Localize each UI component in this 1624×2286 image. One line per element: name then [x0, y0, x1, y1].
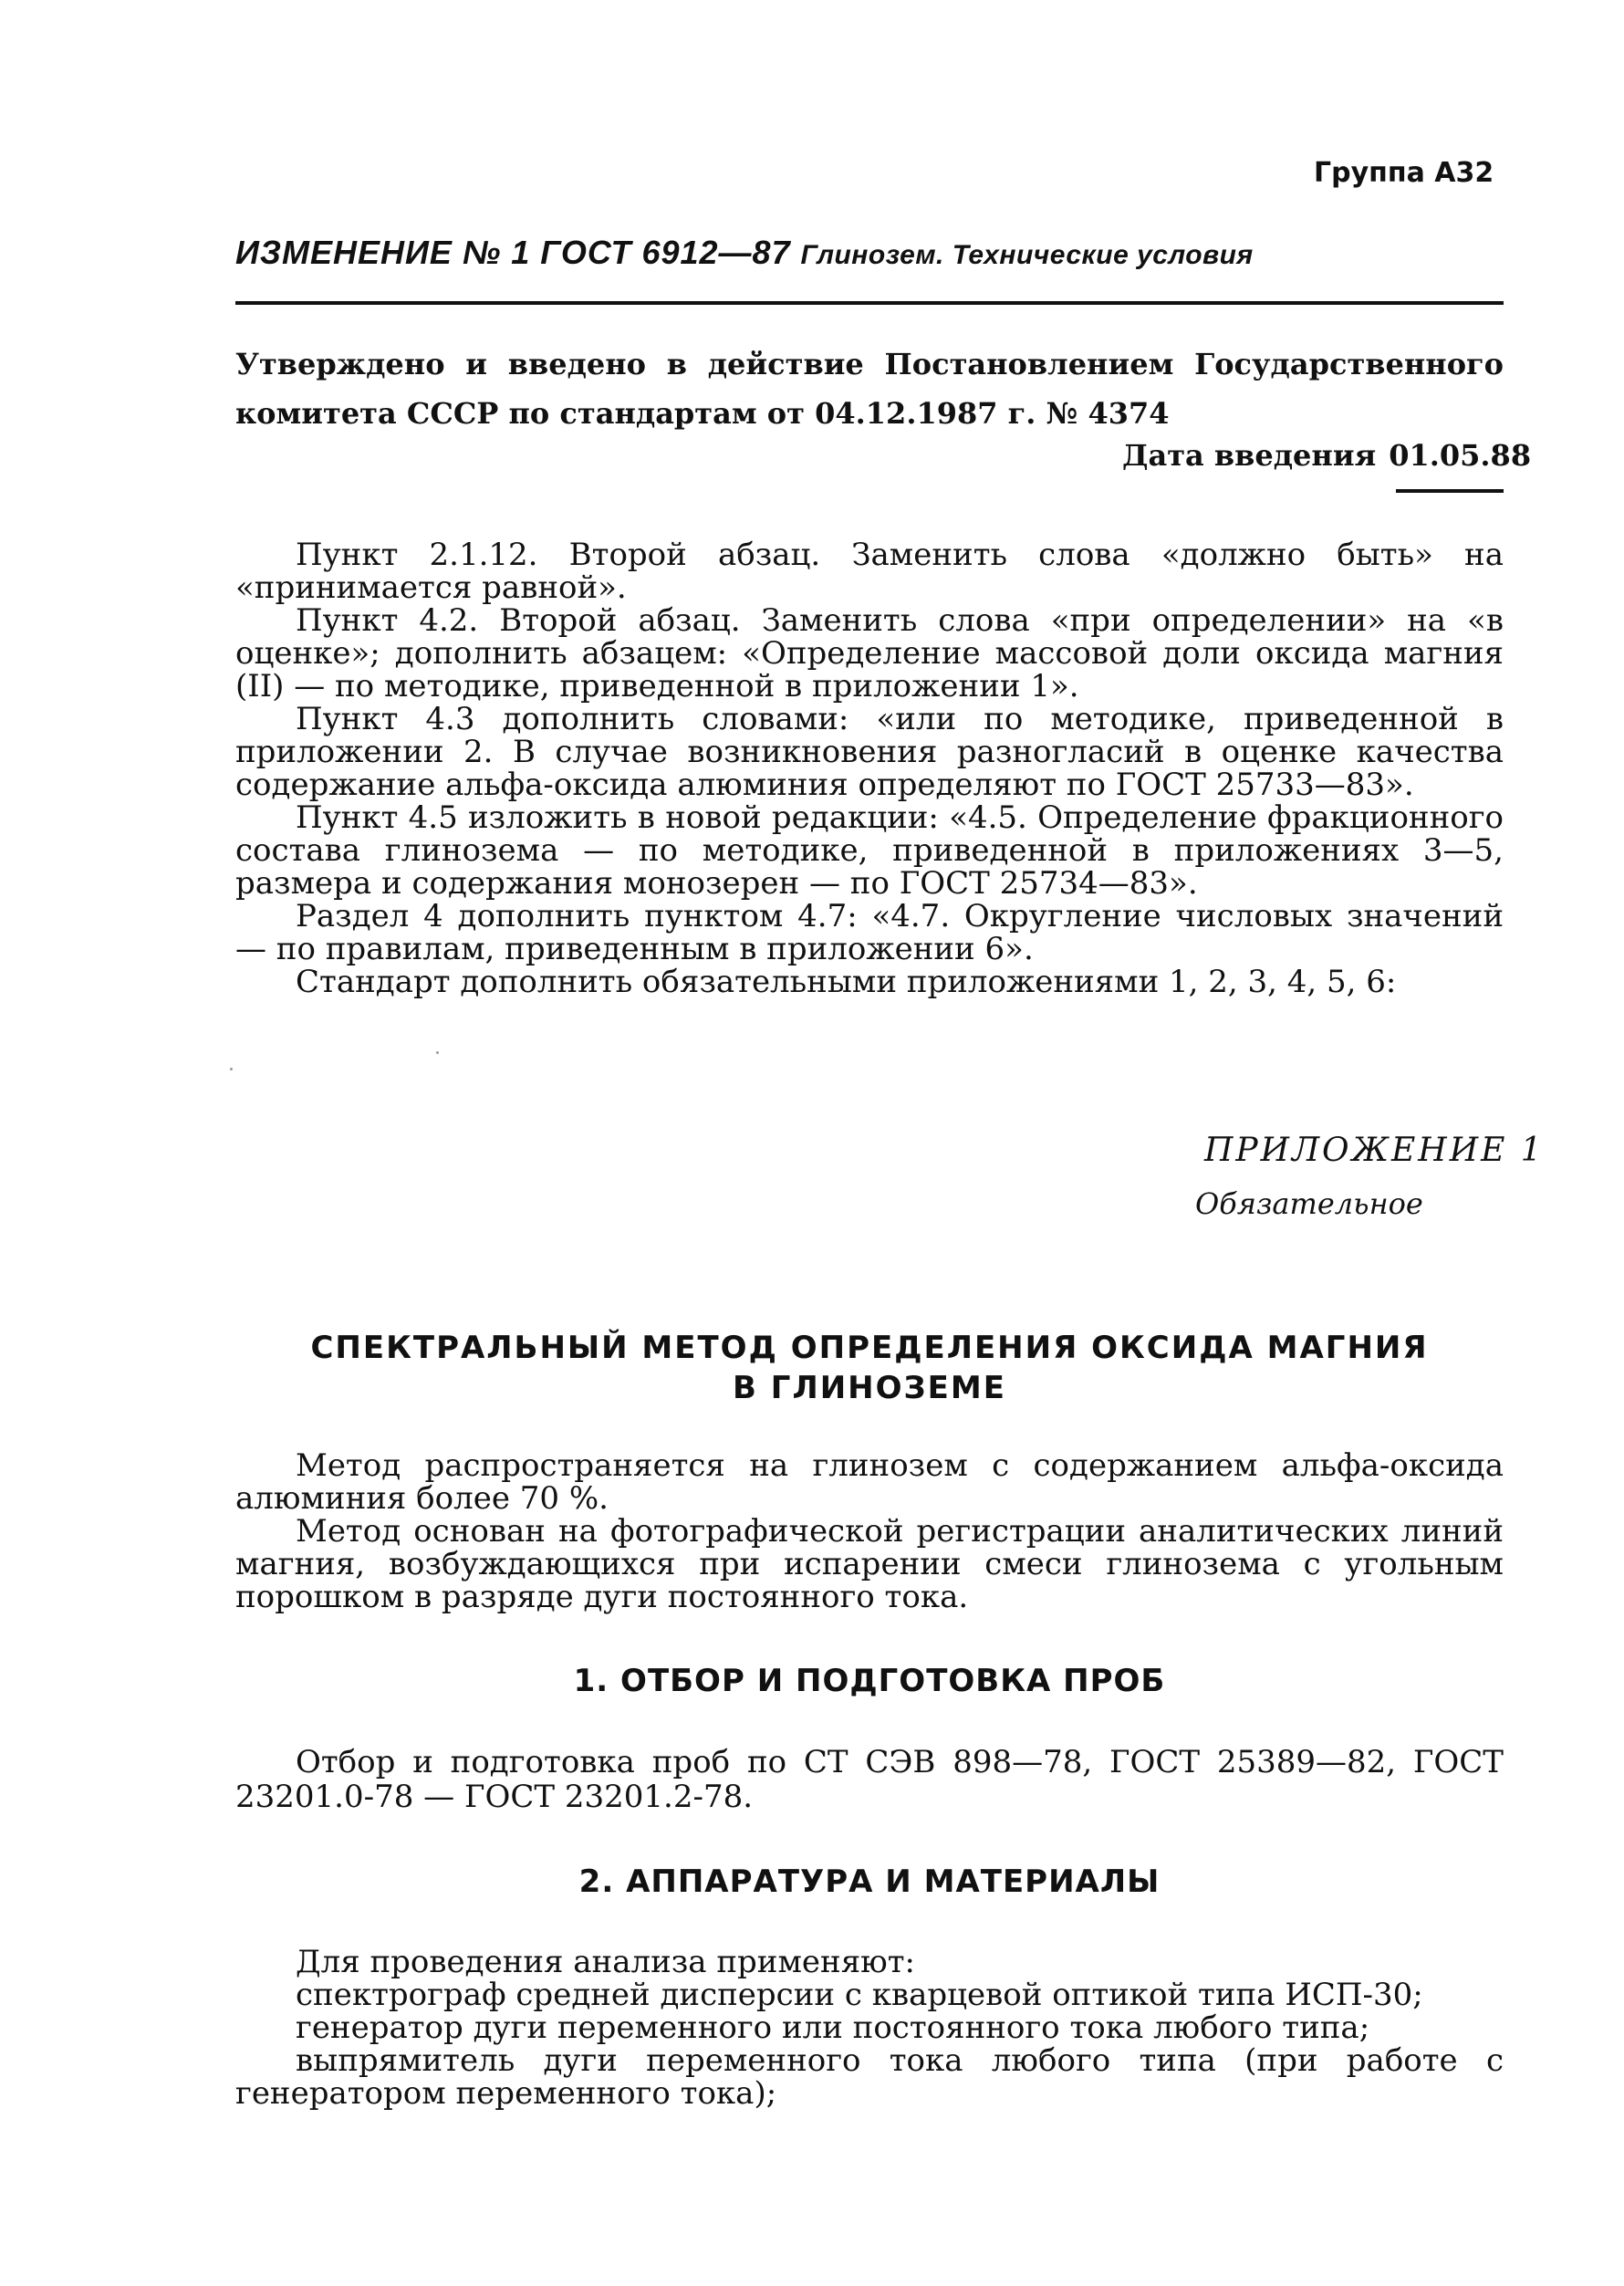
appendix-status: Обязательное — [1195, 1186, 1423, 1221]
amendment-label: ИЗМЕНЕНИЕ № 1 ГОСТ 6912—87 — [235, 234, 791, 271]
amendment-paragraph: Раздел 4 дополнить пунктом 4.7: «4.7. Округление числовых значений — по правилам, приведенным в приложении 6». — [235, 898, 1504, 967]
scan-speck — [436, 1051, 439, 1054]
intro-paragraph: Метод основан на фотографической регистрации аналитических линий магния, возбуждающихся при испарении смеси глинозема с угольным порошком в разряде дуги постоянного тока. — [235, 1513, 1504, 1615]
amendment-paragraph: Пункт 4.3 дополнить словами: «или по методике, приведенной в приложении 2. В случае возникновения разногласий в оценке качества содержание альфа-оксида алюминия определяют по ГОСТ 25733—83». — [235, 701, 1504, 803]
method-title-line: В ГЛИНОЗЕМЕ — [733, 1370, 1006, 1406]
section-2-line: спектрограф средней дисперсии с кварцевой оптикой типа ИСП-30; — [296, 1977, 1423, 2013]
section-2-text — [235, 1946, 1504, 2110]
amendments-body — [235, 538, 1504, 998]
section-1-text — [235, 1745, 1504, 1814]
date-value: 01.05.88 — [1389, 438, 1532, 473]
intro-paragraph: Метод распространяется на глинозем с содержанием альфа-оксида алюминия более 70 %. — [235, 1447, 1504, 1517]
scan-speck — [230, 1068, 233, 1070]
group-code: Группа А32 — [1314, 157, 1494, 189]
section-2-line: Для проведения анализа применяют: — [296, 1944, 916, 1980]
heading-rule — [235, 301, 1504, 305]
amendment-paragraph: Пункт 4.2. Второй абзац. Заменить слова «при определении» на «в оценке»; дополнить абзацем: «Определение массовой доли оксида магния (II) — по методике, приведенной в приложении 1». — [235, 602, 1504, 705]
method-intro — [235, 1449, 1504, 1613]
standard-title: Глинозем. Технические условия — [800, 240, 1254, 270]
approval-text: Утверждено и введено в действие Постановлением Государственного комитета СССР по стандартам от 04.12.1987 г. № 4374 — [235, 347, 1504, 431]
section-2-line: генератор дуги переменного или постоянного тока любого типа; — [296, 2009, 1370, 2046]
section-2-title: 2. АППАРАТУРА И МАТЕРИАЛЫ — [578, 1863, 1161, 1900]
section-1-title: 1. ОТБОР И ПОДГОТОВКА ПРОБ — [573, 1663, 1166, 1699]
method-title-line: СПЕКТРАЛЬНЫЙ МЕТОД ОПРЕДЕЛЕНИЯ ОКСИДА МАГНИЯ — [310, 1330, 1429, 1366]
amendment-paragraph: Пункт 2.1.12. Второй абзац. Заменить слова «должно быть» на «принимается равной». — [235, 537, 1504, 606]
introduction-date — [1122, 438, 1531, 473]
method-title — [235, 1328, 1504, 1408]
date-underline — [1396, 489, 1504, 493]
appendix-label: ПРИЛОЖЕНИЕ 1 — [1204, 1132, 1545, 1169]
section-2-line: выпрямитель дуги переменного тока любого типа (при работе с генератором переменного тока); — [235, 2042, 1504, 2112]
amendment-paragraph: Пункт 4.5 изложить в новой редакции: «4.5. Определение фракционного состава глинозема — по методике, приведенной в приложениях 3—5, размера и содержания монозерен — по ГОСТ 25734—83». — [235, 799, 1504, 902]
date-label: Дата введения — [1122, 438, 1377, 473]
amendment-paragraph: Стандарт дополнить обязательными приложениями 1, 2, 3, 4, 5, 6: — [296, 964, 1397, 1000]
amendment-heading — [235, 234, 1254, 272]
section-1-paragraph: Отбор и подготовка проб по СТ СЭВ 898—78, ГОСТ 25389—82, ГОСТ 23201.0-78 — ГОСТ 23201.2-78. — [235, 1744, 1504, 1815]
